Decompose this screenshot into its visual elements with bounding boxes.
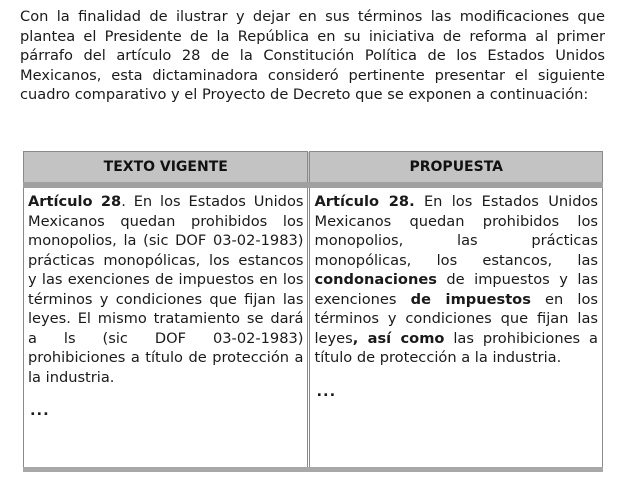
header-propuesta: PROPUESTA bbox=[309, 152, 603, 186]
vigente-article bbox=[28, 192, 303, 387]
propuesta-text-4: las prohibiciones a título de protección a la industria. bbox=[314, 329, 598, 366]
header-texto-vigente: TEXTO VIGENTE bbox=[24, 152, 309, 186]
vigente-article-label: Artículo 28 bbox=[28, 193, 122, 210]
table-header-row bbox=[24, 152, 603, 186]
intro-paragraph: Con la finalidad de ilustrar y dejar en sus términos las modificaciones que plantea el Presidente de la República en su iniciativa de reforma al primer párrafo del artículo 28 de la Constitución Política de los Estados Unidos Mexicanos, esta dictaminadora consideró pertinente presentar el siguiente cuadro comparativo y el Proyecto de Decreto que se exponen a continuación: bbox=[20, 8, 605, 103]
propuesta-article bbox=[314, 192, 598, 368]
propuesta-bold-condonaciones: condonaciones bbox=[314, 271, 437, 288]
vigente-article-text: . En los Estados Unidos Mexicanos quedan prohibidos los monopolios, la (sic DOF 03-02-1983) prácticas monopólicas, los estancos y las exenciones de impuestos en los términos y condiciones que fijan las leyes. El mismo tratamiento se dará a ls (sic DOF 03-02-1983) prohibiciones a título de protección a la industria. bbox=[28, 193, 304, 386]
vigente-ellipsis: ... bbox=[30, 402, 50, 419]
propuesta-cell bbox=[309, 185, 603, 470]
propuesta-text-3: en los términos y condiciones que fijan las leyes bbox=[314, 290, 599, 347]
propuesta-bold-asi-como: , así como bbox=[352, 329, 445, 347]
table-row bbox=[24, 185, 603, 470]
vigente-cell bbox=[24, 185, 309, 470]
propuesta-ellipsis: ... bbox=[316, 382, 337, 400]
comparison-table bbox=[23, 151, 603, 472]
propuesta-article-label: Artículo 28. bbox=[314, 193, 415, 210]
propuesta-text-1: En los Estados Unidos Mexicanos quedan prohibidos los monopolios, las prácticas monopólicas, los estancos, las bbox=[314, 193, 598, 269]
propuesta-text-2: de impuestos y las exenciones bbox=[314, 271, 598, 308]
propuesta-bold-impuestos: de impuestos bbox=[410, 290, 531, 308]
